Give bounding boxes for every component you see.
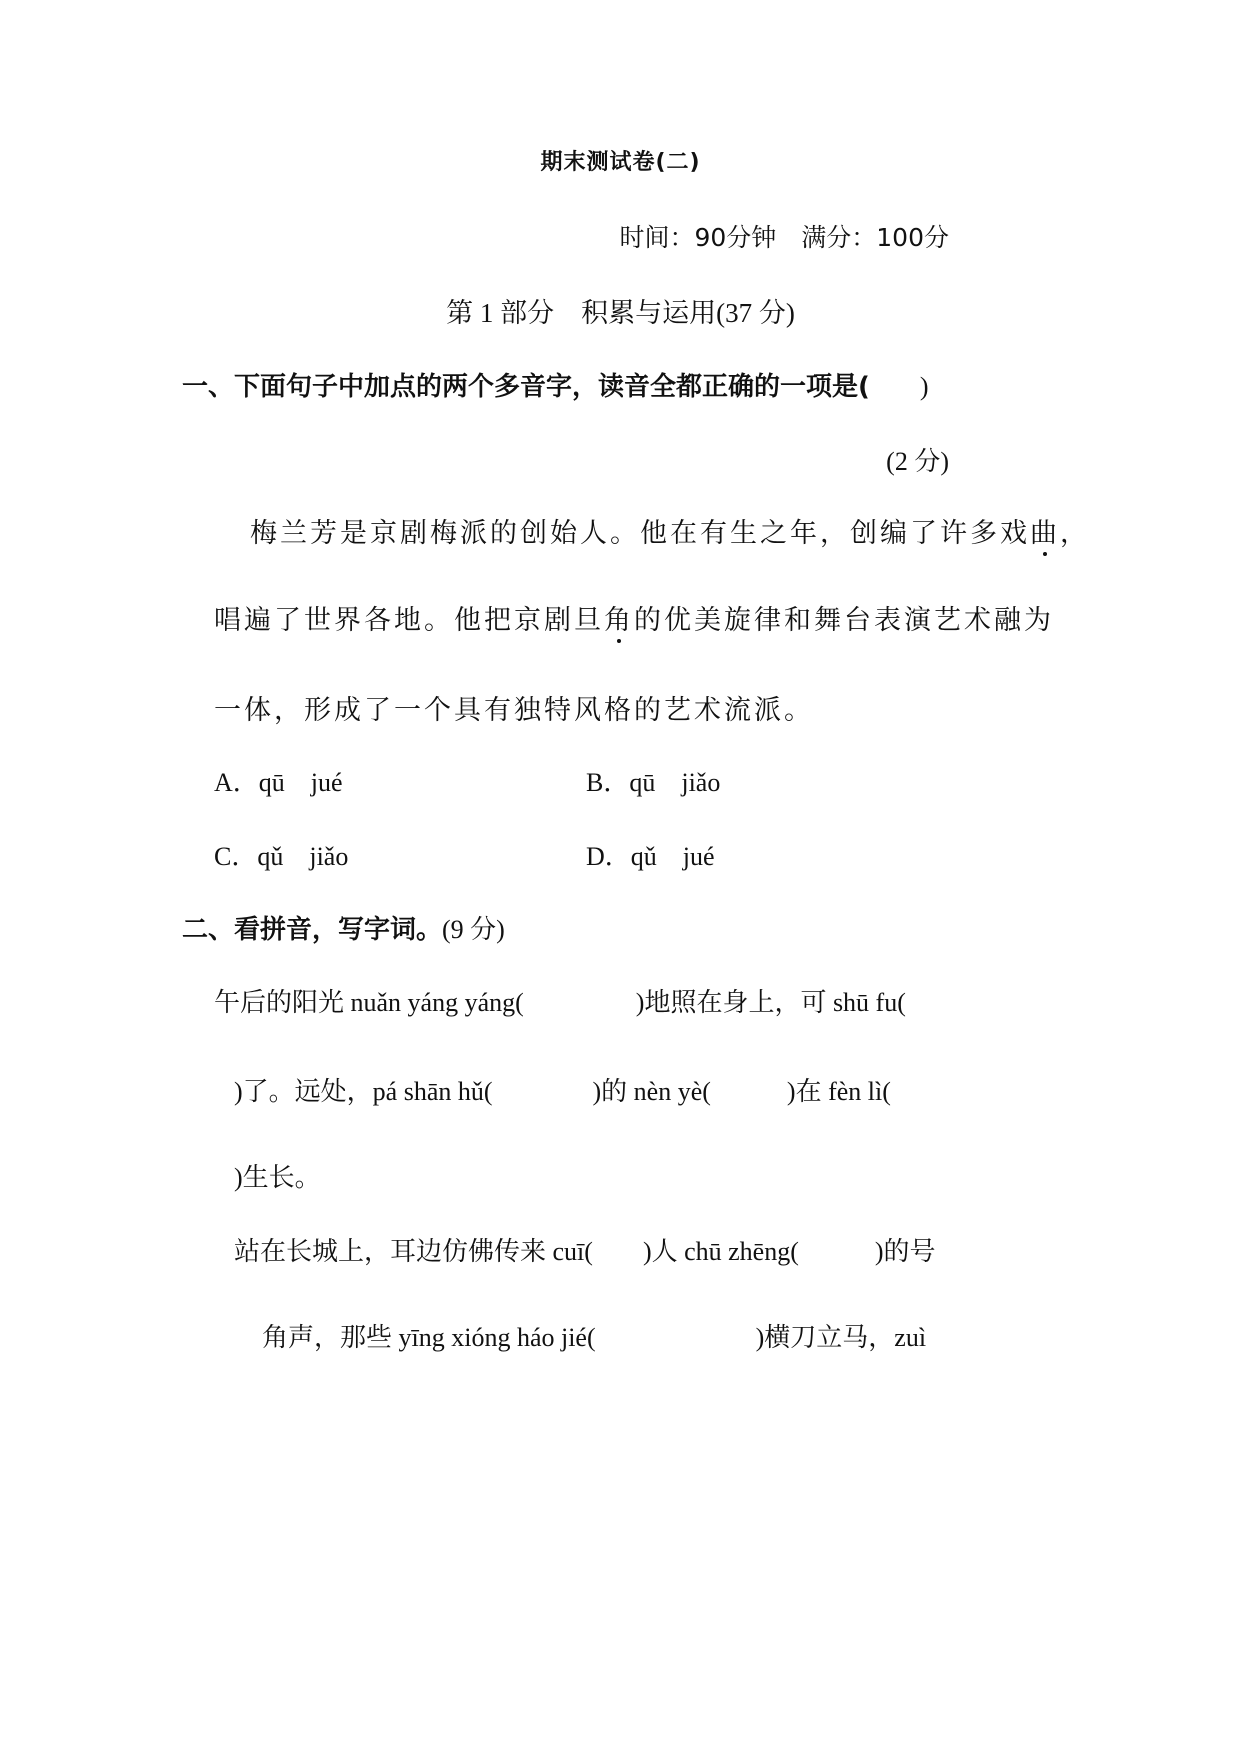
passage-line: 梅兰芳是京剧梅派的创始人。他在有生之年，创编了许多戏曲，: [250, 518, 1090, 548]
page-title: 期末测试卷(二): [540, 150, 701, 175]
option-b[interactable]: B．qū jiǎo: [586, 768, 721, 797]
question-1-heading: 一、下面句子中加点的两个多音字，读音全都正确的一项是( ): [182, 372, 929, 402]
exam-meta: 时间：90分钟 满分：100分: [619, 223, 949, 252]
question-2-heading: 二、看拼音，写字词。(9 分): [182, 915, 505, 945]
option-c[interactable]: C．qǔ jiǎo: [214, 842, 349, 871]
section-heading: 第 1 部分 积累与运用(37 分): [446, 298, 795, 328]
fill-line: )了。远处，pá shān hǔ( )的 nèn yè( )在 fèn lì(: [234, 1077, 891, 1106]
fill-line: 站在长城上，耳边仿佛传来 cuī( )人 chū zhēng( )的号: [234, 1237, 936, 1266]
emphasis-char: 角: [604, 605, 634, 635]
option-a[interactable]: A．qū jué: [214, 768, 343, 797]
fill-line: )生长。: [234, 1163, 321, 1192]
fill-line: 角声，那些 yīng xióng háo jié( )横刀立马，zuì: [262, 1323, 927, 1352]
passage-line: 一体，形成了一个具有独特风格的艺术流派。: [214, 695, 814, 725]
passage-line: 唱遍了世界各地。他把京剧旦角的优美旋律和舞台表演艺术融为: [214, 605, 1054, 635]
emphasis-char: 曲: [1030, 518, 1060, 548]
option-d[interactable]: D．qǔ jué: [586, 842, 715, 871]
question-1-score: (2 分): [886, 447, 949, 476]
fill-line: 午后的阳光 nuǎn yáng yáng( )地照在身上，可 shū fu(: [214, 988, 906, 1017]
